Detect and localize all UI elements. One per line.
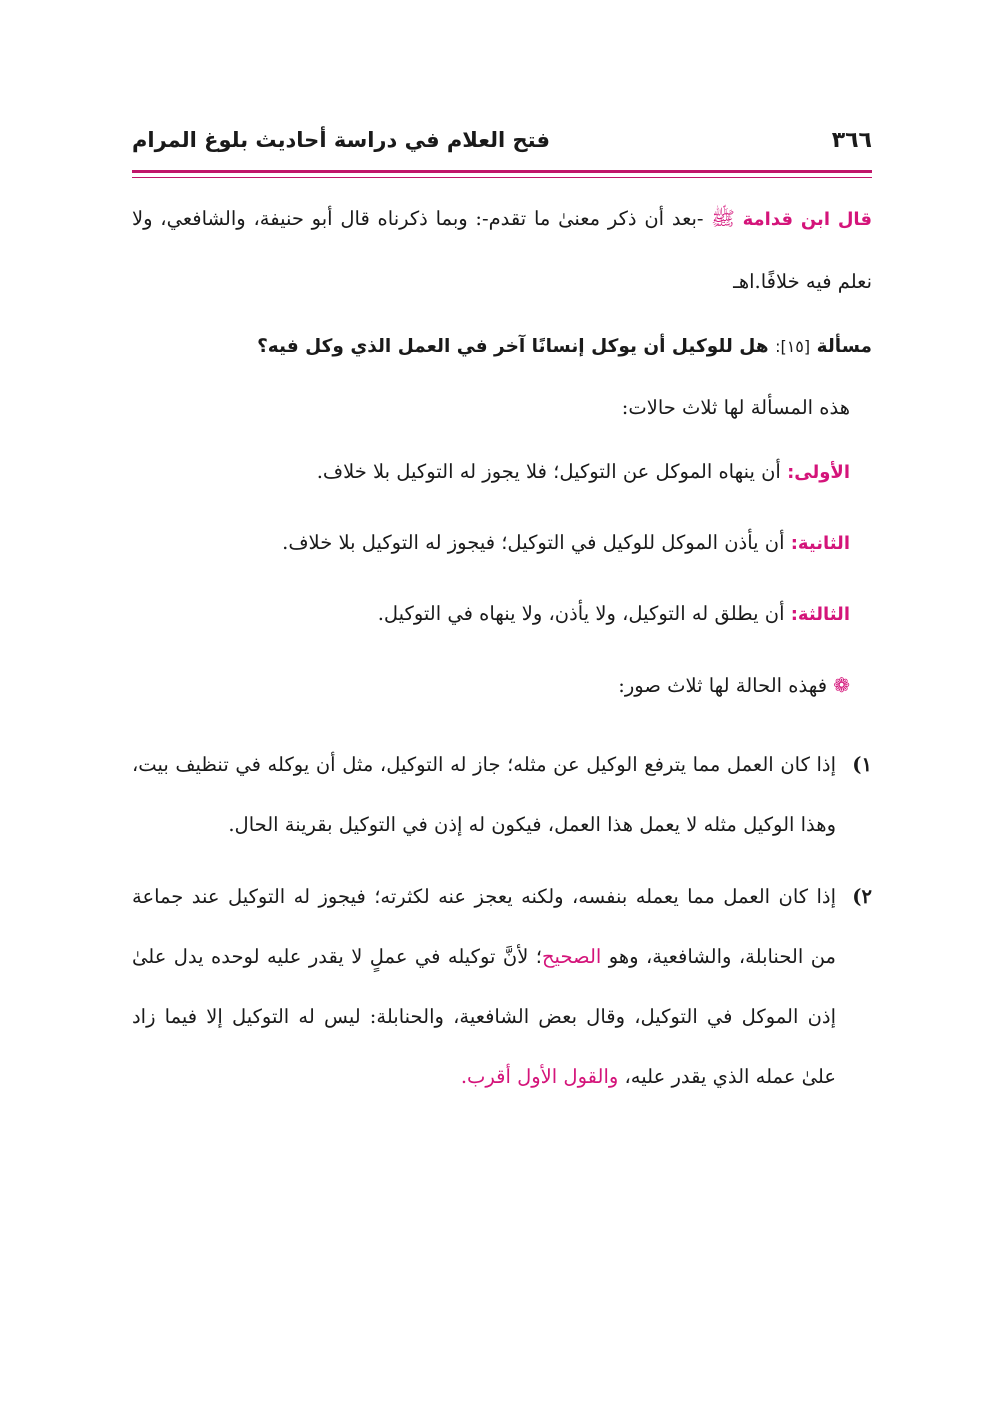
issue-number: [١٥]: xyxy=(775,337,811,356)
case-item xyxy=(132,593,872,636)
case-label: الثالثة: xyxy=(790,604,850,625)
case-label: الثانية: xyxy=(790,533,850,554)
issue-heading xyxy=(132,321,872,373)
case-text: أن ينهاه الموكل عن التوكيل؛ فلا يجوز له التوكيل بلا خلاف. xyxy=(316,460,781,483)
cases-intro: هذه المسألة لها ثلاث حالات: xyxy=(621,396,850,419)
form-text-before: إذا كان العمل مما يعمله بنفسه، ولكنه يعجز عنه لكثرته؛ فيجوز له التوكيل عند جماعة من الحنابلة، والشافعية، وهو xyxy=(132,885,836,968)
issue-label: مسألة xyxy=(816,336,872,357)
quote-text: -بعد أن ذكر معنىٰ ما تقدم-: وبما ذكرناه قال أبو حنيفة، والشافعي، ولا نعلم فيه خلافًا.اهـ xyxy=(132,207,872,293)
case-item xyxy=(132,451,872,494)
honorific-glyph: ﷺ xyxy=(711,207,735,230)
page-body xyxy=(132,188,872,1119)
page-header xyxy=(132,128,872,168)
form-text-middle: ؛ لأنَّ توكيله في عملٍ لا يقدر عليه لوحده يدل علىٰ إذن الموكل في التوكيل، وقال بعض الشافعية، والحنابلة: ليس له التوكيل إلا فيما زاد علىٰ عمله الذي يقدر عليه، xyxy=(132,945,836,1088)
forms-intro-text: فهذه الحالة لها ثلاث صور: xyxy=(618,674,828,697)
page-number: ٣٦٦ xyxy=(831,128,872,153)
form-item xyxy=(132,735,872,855)
case-text: أن يأذن الموكل للوكيل في التوكيل؛ فيجوز له التوكيل بلا خلاف. xyxy=(282,531,785,554)
forms-intro xyxy=(132,664,872,707)
quote-paragraph xyxy=(132,188,872,313)
issue-question: هل للوكيل أن يوكل إنسانًا آخر في العمل الذي وكل فيه؟ xyxy=(257,336,769,357)
highlight-preferred-opinion: والقول الأول أقرب. xyxy=(460,1065,619,1088)
case-label: الأولى: xyxy=(787,462,850,483)
quote-speaker: قال ابن قدامة xyxy=(742,209,872,230)
running-title: فتح العلام في دراسة أحاديث بلوغ المرام xyxy=(132,128,550,152)
case-item xyxy=(132,522,872,565)
form-text: إذا كان العمل مما يترفع الوكيل عن مثله؛ جاز له التوكيل، مثل أن يوكله في تنظيف بيت، وهذا الوكيل مثله لا يعمل هذا العمل، فيكون له إذن في التوكيل بقرينة الحال. xyxy=(132,753,836,836)
form-marker: ١) xyxy=(852,753,872,776)
highlight-sahih: الصحيح xyxy=(541,945,602,968)
header-rule-thick xyxy=(132,170,872,173)
case-text: أن يطلق له التوكيل، ولا يأذن، ولا ينهاه في التوكيل. xyxy=(377,602,785,625)
form-marker: ٢) xyxy=(852,885,872,908)
flower-ornament-icon: ❁ xyxy=(833,673,850,697)
form-item xyxy=(132,867,872,1107)
header-rule-thin xyxy=(132,177,872,178)
